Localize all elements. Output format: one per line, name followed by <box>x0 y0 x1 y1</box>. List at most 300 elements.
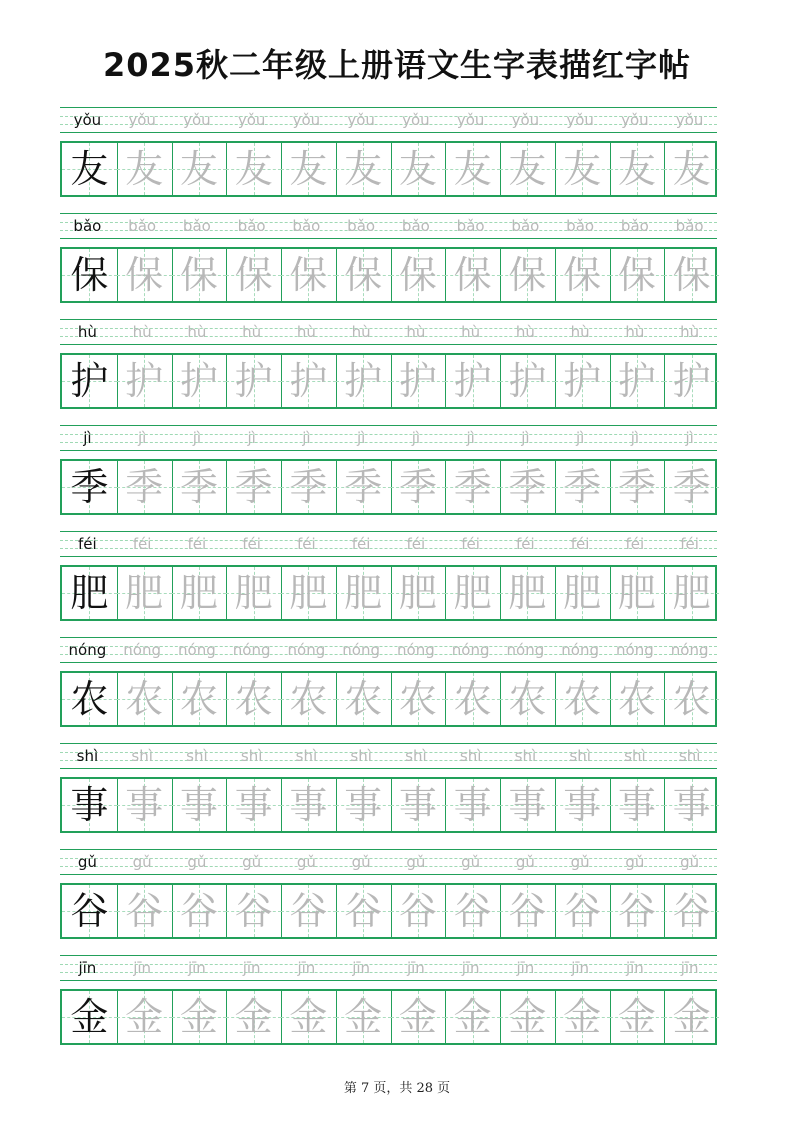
tracing-cell <box>610 355 665 407</box>
trace-character: 保 <box>289 253 328 297</box>
tracing-cell <box>117 567 172 619</box>
trace-character: 谷 <box>234 889 273 933</box>
pinyin-trace: bǎo <box>511 217 540 235</box>
trace-character: 友 <box>289 147 328 191</box>
tracing-cell <box>664 461 719 513</box>
trace-character: 农 <box>344 677 383 721</box>
tracing-cell <box>117 461 172 513</box>
tracing-cell <box>610 143 665 195</box>
practice-row <box>60 531 717 627</box>
tracing-cell <box>117 143 172 195</box>
tracing-cell <box>172 673 227 725</box>
pinyin-band <box>60 743 717 769</box>
trace-character: 肥 <box>289 571 328 615</box>
pinyin-trace: hù <box>625 323 645 341</box>
tracing-cell <box>336 143 391 195</box>
pinyin-trace: jì <box>685 429 694 447</box>
tracing-cell <box>555 249 610 301</box>
trace-character: 友 <box>672 147 711 191</box>
tracing-cell <box>281 991 336 1043</box>
pinyin-trace: bǎo <box>456 217 485 235</box>
trace-character: 金 <box>672 995 711 1039</box>
character-grid <box>60 565 717 621</box>
trace-character: 事 <box>234 783 273 827</box>
pinyin-band <box>60 849 717 875</box>
tracing-cell <box>172 143 227 195</box>
pinyin-trace: féi <box>187 535 207 553</box>
tracing-cell <box>445 991 500 1043</box>
character-grid <box>60 883 717 939</box>
pinyin-trace: jīn <box>297 959 316 977</box>
pinyin-trace: bǎo <box>620 217 649 235</box>
model-cell <box>62 885 117 937</box>
pinyin-trace: yǒu <box>128 111 156 129</box>
tracing-cell <box>500 143 555 195</box>
tracing-cell <box>281 885 336 937</box>
pinyin-band <box>60 107 717 133</box>
pinyin-trace: hù <box>351 323 371 341</box>
model-cell <box>62 673 117 725</box>
trace-character: 护 <box>125 359 164 403</box>
tracing-cell <box>172 567 227 619</box>
tracing-cell <box>445 249 500 301</box>
pinyin-trace: hù <box>570 323 590 341</box>
trace-character: 肥 <box>398 571 437 615</box>
pinyin-model: jì <box>83 429 92 447</box>
trace-character: 季 <box>234 465 273 509</box>
tracing-cell <box>281 779 336 831</box>
tracing-cell <box>226 991 281 1043</box>
model-character: 谷 <box>70 889 109 933</box>
model-character: 季 <box>70 465 109 509</box>
model-character: 金 <box>70 995 109 1039</box>
pinyin-trace: nóng <box>561 641 599 659</box>
trace-character: 谷 <box>563 889 602 933</box>
pinyin-model: féi <box>78 535 97 553</box>
pinyin-trace: jīn <box>680 959 699 977</box>
tracing-cell <box>500 355 555 407</box>
tracing-cell <box>610 461 665 513</box>
trace-character: 友 <box>179 147 218 191</box>
pinyin-trace: yǒu <box>621 111 649 129</box>
tracing-cell <box>664 249 719 301</box>
pinyin-trace: shì <box>240 747 263 765</box>
tracing-cell <box>610 885 665 937</box>
tracing-cell <box>336 673 391 725</box>
trace-character: 保 <box>617 253 656 297</box>
model-cell <box>62 249 117 301</box>
trace-character: 保 <box>344 253 383 297</box>
pinyin-trace: yǒu <box>402 111 430 129</box>
tracing-cell <box>555 673 610 725</box>
pinyin-trace: nóng <box>616 641 654 659</box>
pinyin-model: gǔ <box>77 853 97 871</box>
pinyin-trace: nóng <box>287 641 326 659</box>
pinyin-trace: nóng <box>451 641 490 659</box>
pinyin-trace: shì <box>350 747 372 765</box>
tracing-cell <box>555 355 610 407</box>
pinyin-trace: gǔ <box>680 853 700 871</box>
trace-character: 保 <box>563 253 602 297</box>
trace-character: 肥 <box>617 571 656 615</box>
tracing-cell <box>445 885 500 937</box>
trace-character: 谷 <box>672 889 711 933</box>
model-character: 肥 <box>70 571 109 615</box>
trace-character: 肥 <box>453 571 492 615</box>
tracing-cell <box>117 885 172 937</box>
pinyin-trace: féi <box>351 535 371 553</box>
trace-character: 护 <box>672 359 711 403</box>
pinyin-trace: jì <box>521 429 530 447</box>
tracing-cell <box>391 567 446 619</box>
tracing-cell <box>445 567 500 619</box>
trace-character: 友 <box>398 147 437 191</box>
pinyin-trace: yǒu <box>347 111 375 129</box>
model-cell <box>62 991 117 1043</box>
model-character: 事 <box>70 783 109 827</box>
pinyin-trace: jì <box>575 429 585 447</box>
trace-character: 护 <box>453 359 492 403</box>
trace-character: 谷 <box>125 889 164 933</box>
pinyin-trace: yǒu <box>456 111 485 129</box>
page-footer: 第 7 页，共 28 页 <box>343 1081 451 1096</box>
tracing-cell <box>610 991 665 1043</box>
pinyin-trace: jì <box>247 429 256 447</box>
model-character: 农 <box>70 677 109 721</box>
trace-character: 事 <box>617 783 656 827</box>
trace-character: 护 <box>344 359 383 403</box>
trace-character: 护 <box>508 359 547 403</box>
trace-character: 谷 <box>617 889 656 933</box>
pinyin-trace: jì <box>466 429 475 447</box>
practice-row <box>60 849 717 945</box>
trace-character: 肥 <box>234 571 273 615</box>
trace-character: 季 <box>179 465 218 509</box>
trace-character: 保 <box>453 253 492 297</box>
tracing-cell <box>281 249 336 301</box>
trace-character: 谷 <box>453 889 492 933</box>
model-character: 护 <box>70 359 109 403</box>
trace-character: 金 <box>344 995 383 1039</box>
pinyin-trace: yǒu <box>237 111 266 129</box>
tracing-cell <box>555 991 610 1043</box>
tracing-cell <box>226 143 281 195</box>
tracing-cell <box>391 143 446 195</box>
pinyin-trace: shì <box>131 747 153 765</box>
tracing-cell <box>500 567 555 619</box>
model-cell <box>62 143 117 195</box>
trace-character: 友 <box>125 147 164 191</box>
tracing-cell <box>555 779 610 831</box>
trace-character: 农 <box>289 677 328 721</box>
character-grid <box>60 989 717 1045</box>
pinyin-trace: gǔ <box>515 853 535 871</box>
page-title: 2025秋二年级上册语文生字表描红字帖 <box>102 46 692 84</box>
pinyin-trace: jì <box>137 429 147 447</box>
trace-character: 谷 <box>398 889 437 933</box>
pinyin-trace: jīn <box>461 959 480 977</box>
pinyin-trace: hù <box>680 323 700 341</box>
trace-character: 肥 <box>508 571 547 615</box>
trace-character: 金 <box>125 995 164 1039</box>
character-grid <box>60 353 717 409</box>
trace-character: 农 <box>453 677 492 721</box>
trace-character: 保 <box>672 253 711 297</box>
trace-character: 季 <box>344 465 383 509</box>
trace-character: 肥 <box>125 571 164 615</box>
trace-character: 事 <box>179 783 218 827</box>
trace-character: 季 <box>398 465 437 509</box>
character-grid <box>60 141 717 197</box>
trace-character: 农 <box>672 677 711 721</box>
pinyin-trace: bǎo <box>182 217 211 235</box>
pinyin-band <box>60 531 717 557</box>
pinyin-trace: shì <box>678 747 701 765</box>
pinyin-trace: jì <box>411 429 421 447</box>
pinyin-trace: bǎo <box>675 217 704 235</box>
tracing-cell <box>226 567 281 619</box>
tracing-cell <box>226 249 281 301</box>
tracing-cell <box>391 779 446 831</box>
trace-character: 事 <box>508 783 547 827</box>
trace-character: 季 <box>563 465 602 509</box>
pinyin-trace: jīn <box>516 959 535 977</box>
pinyin-model: nóng <box>68 641 107 659</box>
pinyin-band <box>60 955 717 981</box>
tracing-cell <box>445 143 500 195</box>
trace-character: 护 <box>563 359 602 403</box>
tracing-cell <box>336 885 391 937</box>
trace-character: 谷 <box>289 889 328 933</box>
trace-character: 季 <box>289 465 328 509</box>
pinyin-trace: gǔ <box>351 853 371 871</box>
trace-character: 金 <box>179 995 218 1039</box>
pinyin-trace: hù <box>515 323 535 341</box>
trace-character: 季 <box>508 465 547 509</box>
trace-character: 事 <box>398 783 437 827</box>
tracing-cell <box>281 143 336 195</box>
pinyin-band <box>60 213 717 239</box>
trace-character: 季 <box>453 465 492 509</box>
tracing-cell <box>664 673 719 725</box>
model-character: 友 <box>70 147 109 191</box>
tracing-cell <box>336 567 391 619</box>
tracing-cell <box>172 885 227 937</box>
pinyin-model: hù <box>77 323 97 341</box>
tracing-cell <box>336 991 391 1043</box>
pinyin-trace: féi <box>570 535 590 553</box>
trace-character: 保 <box>179 253 218 297</box>
tracing-cell <box>664 355 719 407</box>
pinyin-trace: nóng <box>123 641 161 659</box>
character-grid <box>60 777 717 833</box>
tracing-cell <box>391 991 446 1043</box>
trace-character: 金 <box>289 995 328 1039</box>
pinyin-trace: hù <box>187 323 207 341</box>
pinyin-model: shì <box>76 747 99 765</box>
trace-character: 金 <box>563 995 602 1039</box>
pinyin-trace: féi <box>680 535 699 553</box>
trace-character: 事 <box>344 783 383 827</box>
model-cell <box>62 461 117 513</box>
pinyin-trace: shì <box>459 747 482 765</box>
tracing-cell <box>610 567 665 619</box>
pinyin-trace: bǎo <box>347 217 376 235</box>
tracing-cell <box>555 567 610 619</box>
pinyin-trace: jīn <box>571 959 590 977</box>
trace-character: 事 <box>563 783 602 827</box>
pinyin-trace: féi <box>625 535 645 553</box>
pinyin-trace: bǎo <box>401 217 430 235</box>
tracing-cell <box>555 143 610 195</box>
tracing-cell <box>500 673 555 725</box>
tracing-cell <box>336 779 391 831</box>
trace-character: 友 <box>617 147 656 191</box>
practice-row <box>60 213 717 309</box>
trace-character: 友 <box>563 147 602 191</box>
tracing-cell <box>172 461 227 513</box>
pinyin-band <box>60 319 717 345</box>
pinyin-trace: jīn <box>133 959 152 977</box>
pinyin-trace: nóng <box>232 641 271 659</box>
tracing-cell <box>117 355 172 407</box>
trace-character: 护 <box>617 359 656 403</box>
pinyin-trace: gǔ <box>242 853 262 871</box>
pinyin-trace: jīn <box>242 959 261 977</box>
pinyin-trace: gǔ <box>461 853 481 871</box>
trace-character: 农 <box>508 677 547 721</box>
pinyin-trace: gǔ <box>132 853 152 871</box>
trace-character: 友 <box>234 147 273 191</box>
pinyin-trace: hù <box>461 323 481 341</box>
trace-character: 金 <box>398 995 437 1039</box>
pinyin-trace: nóng <box>670 641 709 659</box>
tracing-cell <box>664 885 719 937</box>
pinyin-trace: jì <box>302 429 311 447</box>
pinyin-trace: jīn <box>187 959 206 977</box>
pinyin-trace: shì <box>569 747 591 765</box>
tracing-cell <box>610 249 665 301</box>
tracing-cell <box>281 673 336 725</box>
tracing-cell <box>500 461 555 513</box>
pinyin-trace: hù <box>242 323 262 341</box>
practice-row <box>60 637 717 733</box>
pinyin-trace: bǎo <box>566 217 595 235</box>
pinyin-model: jīn <box>78 959 97 977</box>
pinyin-trace: nóng <box>342 641 380 659</box>
tracing-cell <box>117 249 172 301</box>
pinyin-trace: féi <box>242 535 261 553</box>
tracing-cell <box>664 779 719 831</box>
trace-character: 农 <box>617 677 656 721</box>
trace-character: 金 <box>617 995 656 1039</box>
tracing-cell <box>172 355 227 407</box>
trace-character: 农 <box>563 677 602 721</box>
trace-character: 农 <box>125 677 164 721</box>
trace-character: 金 <box>234 995 273 1039</box>
tracing-cell <box>226 779 281 831</box>
pinyin-trace: jīn <box>352 959 371 977</box>
pinyin-trace: gǔ <box>296 853 316 871</box>
pinyin-trace: shì <box>186 747 208 765</box>
pinyin-trace: gǔ <box>570 853 590 871</box>
pinyin-trace: jì <box>356 429 366 447</box>
trace-character: 保 <box>398 253 437 297</box>
tracing-cell <box>500 885 555 937</box>
tracing-cell <box>391 355 446 407</box>
trace-character: 保 <box>125 253 164 297</box>
pinyin-trace: bǎo <box>292 217 321 235</box>
pinyin-trace: shì <box>514 747 537 765</box>
trace-character: 季 <box>672 465 711 509</box>
tracing-cell <box>391 885 446 937</box>
trace-character: 谷 <box>344 889 383 933</box>
tracing-cell <box>226 673 281 725</box>
pinyin-trace: féi <box>516 535 535 553</box>
tracing-cell <box>281 355 336 407</box>
trace-character: 谷 <box>179 889 218 933</box>
trace-character: 护 <box>289 359 328 403</box>
pinyin-trace: nóng <box>397 641 435 659</box>
tracing-cell <box>226 461 281 513</box>
pinyin-trace: hù <box>296 323 316 341</box>
tracing-cell <box>391 673 446 725</box>
tracing-cell <box>445 461 500 513</box>
model-cell <box>62 355 117 407</box>
tracing-cell <box>172 249 227 301</box>
tracing-cell <box>336 249 391 301</box>
trace-character: 事 <box>125 783 164 827</box>
trace-character: 护 <box>234 359 273 403</box>
tracing-cell <box>664 143 719 195</box>
trace-character: 农 <box>234 677 273 721</box>
pinyin-trace: jīn <box>406 959 425 977</box>
tracing-cell <box>281 567 336 619</box>
character-grid <box>60 459 717 515</box>
trace-character: 保 <box>508 253 547 297</box>
pinyin-trace: nóng <box>506 641 545 659</box>
tracing-cell <box>117 779 172 831</box>
trace-character: 事 <box>289 783 328 827</box>
tracing-cell <box>336 355 391 407</box>
model-character: 保 <box>70 253 109 297</box>
pinyin-band <box>60 425 717 451</box>
pinyin-model: yǒu <box>73 111 102 129</box>
tracing-cell <box>555 461 610 513</box>
trace-character: 友 <box>344 147 383 191</box>
pinyin-trace: jīn <box>625 959 644 977</box>
tracing-cell <box>172 779 227 831</box>
tracing-cell <box>610 673 665 725</box>
character-grid <box>60 247 717 303</box>
tracing-cell <box>555 885 610 937</box>
trace-character: 事 <box>453 783 492 827</box>
trace-character: 季 <box>125 465 164 509</box>
trace-character: 肥 <box>179 571 218 615</box>
trace-character: 护 <box>179 359 218 403</box>
practice-row <box>60 743 717 839</box>
trace-character: 保 <box>234 253 273 297</box>
trace-character: 肥 <box>563 571 602 615</box>
trace-character: 农 <box>179 677 218 721</box>
pinyin-trace: shì <box>624 747 646 765</box>
practice-row <box>60 107 717 203</box>
tracing-cell <box>117 991 172 1043</box>
tracing-cell <box>500 249 555 301</box>
trace-character: 友 <box>508 147 547 191</box>
pinyin-model: bǎo <box>73 217 102 235</box>
tracing-cell <box>445 779 500 831</box>
